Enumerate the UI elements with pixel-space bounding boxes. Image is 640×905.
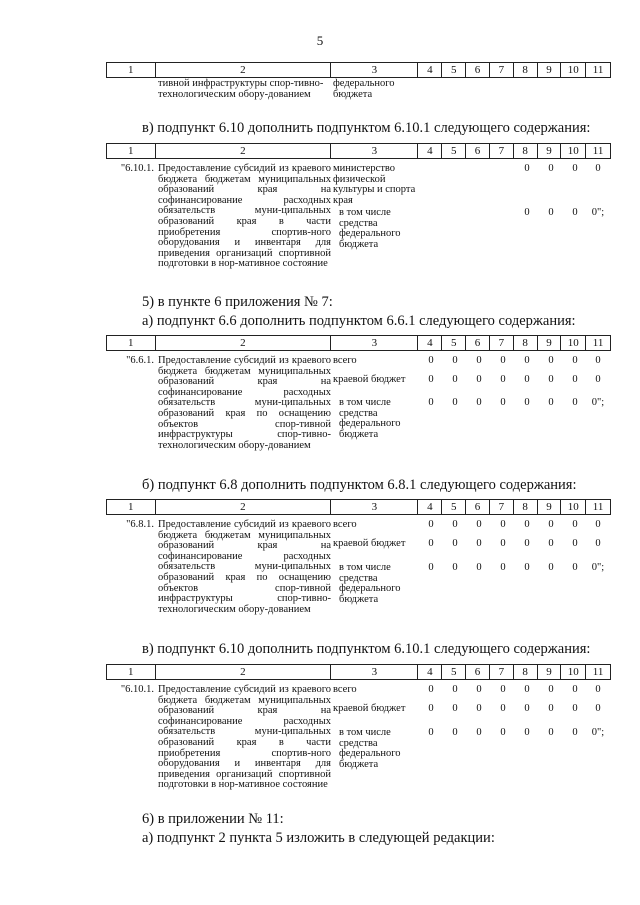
row-name: Предоставление субсидий из краевого бюджета бюджетам муниципальных образований края на софинансирование расходных обязательств муни-ципальных образований края в части приобретения спортив-ного оборудования и инвентаря для приведения организаций спортивной подготовки в нор-мативное состояние [158,163,331,270]
header-col-5: 5 [441,63,465,77]
header-col-4: 4 [417,665,441,679]
value-cell [491,164,515,175]
header-col-10: 10 [560,144,585,158]
value-cell: 0"; [591,397,605,408]
year-values [419,685,609,696]
header-col-3: 3 [330,500,417,514]
value-cell: 0 [595,163,601,174]
value-cell [443,208,467,219]
page-number: 5 [316,33,324,48]
year-values [419,520,609,531]
row-number: "6.6.1. [126,355,154,366]
funding-row [106,207,609,250]
value-cell: 0 [548,727,554,738]
value-cell: 0 [548,374,554,385]
value-cell: 0 [500,562,506,573]
header-col-3: 3 [330,336,417,350]
funding-source: в том числе средства федерального бюджета [339,207,401,250]
funding-source: краевой бюджет [333,703,406,714]
header-col-11: 11 [585,336,610,350]
value-cell: 0 [524,397,530,408]
value-cell: 0 [476,355,482,366]
header-col-6: 6 [465,63,489,77]
header-col-3: 3 [330,144,417,158]
year-values [419,563,609,574]
table-header [106,143,611,159]
row-number: "6.10.1. [120,684,154,695]
value-cell: 0 [524,538,530,549]
header-col-9: 9 [537,665,561,679]
header-col-10: 10 [560,665,585,679]
value-cell: 0 [572,538,578,549]
value-cell: 0 [572,374,578,385]
header-col-2: 2 [155,144,331,158]
value-cell: 0 [572,519,578,530]
header-col-4: 4 [417,144,441,158]
header-col-6: 6 [465,665,489,679]
funding-source: краевой бюджет [333,538,406,549]
value-cell: 0 [428,727,434,738]
header-col-4: 4 [417,63,441,77]
value-cell: 0 [428,562,434,573]
value-cell: 0 [476,397,482,408]
value-cell: 0 [428,538,434,549]
funding-row [106,562,609,605]
value-cell: 0"; [591,207,605,218]
value-cell: 0 [500,519,506,530]
value-cell: 0 [452,355,458,366]
value-cell: 0 [548,703,554,714]
funding-source: всего [333,519,357,530]
value-cell [467,164,491,175]
funding-source: в том числе средства федерального бюджета [339,727,401,770]
header-col-6: 6 [465,336,489,350]
funding-source: краевой бюджет [333,374,406,385]
value-cell: 0 [428,355,434,366]
header-col-1: 1 [128,145,134,157]
funding-source: министерство физической культуры и спорта края [333,163,416,206]
funding-row [106,397,609,440]
value-cell: 0 [500,374,506,385]
value-cell: 0 [548,519,554,530]
header-col-2: 2 [155,665,331,679]
table-header [106,335,611,351]
amendment-paragraph: б) подпункт 6.8 дополнить подпунктом 6.8.1 следующего содержания: [142,477,577,493]
header-col-8: 8 [513,500,537,514]
value-cell: 0 [524,684,530,695]
row-number: "6.8.1. [126,519,154,530]
value-cell: 0 [524,374,530,385]
value-cell: 0 [524,519,530,530]
year-values [419,539,609,550]
value-cell: 0 [524,562,530,573]
value-cell: 0 [572,703,578,714]
header-col-10: 10 [560,500,585,514]
value-cell: 0 [476,727,482,738]
value-cell: 0 [524,355,530,366]
value-cell: 0 [595,374,601,385]
value-cell: 0 [572,562,578,573]
value-cell: 0 [500,684,506,695]
value-cell: 0 [572,355,578,366]
value-cell [443,164,467,175]
header-col-8: 8 [513,665,537,679]
value-cell: 0 [452,397,458,408]
year-values [419,164,609,175]
header-col-10: 10 [560,336,585,350]
table-header [106,62,611,78]
header-col-3: 3 [330,63,417,77]
value-cell: 0 [548,163,554,174]
header-col-7: 7 [489,336,513,350]
value-cell: 0 [476,538,482,549]
value-cell: 0 [452,684,458,695]
header-col-8: 8 [513,144,537,158]
value-cell: 0 [572,684,578,695]
value-cell: 0 [595,538,601,549]
value-cell: 0 [500,538,506,549]
value-cell [467,208,491,219]
amendment-paragraph: в) подпункт 6.10 дополнить подпунктом 6.10.1 следующего содержания: [142,120,591,136]
value-cell: 0 [452,562,458,573]
table-header [106,499,611,515]
header-col-9: 9 [537,144,561,158]
header-col-11: 11 [585,665,610,679]
value-cell: 0 [476,684,482,695]
amendment-paragraph: 6) в приложении № 11: [142,811,284,827]
funding-source: в том числе средства федерального бюджета [339,562,401,605]
header-col-5: 5 [441,144,465,158]
value-cell: 0 [500,703,506,714]
value-cell: 0 [524,703,530,714]
value-cell: 0 [595,355,601,366]
continuation-name: тивной инфраструктуры спор-тивно-технологическим обору-дованием [158,78,324,100]
header-col-8: 8 [513,63,537,77]
value-cell: 0 [500,355,506,366]
header-col-5: 5 [441,336,465,350]
value-cell: 0 [452,519,458,530]
year-values [419,356,609,367]
header-col-7: 7 [489,665,513,679]
value-cell: 0 [428,519,434,530]
value-cell [491,208,515,219]
value-cell: 0 [595,684,601,695]
funding-row [106,727,609,770]
header-col-1: 1 [128,64,134,76]
header-col-11: 11 [585,63,610,77]
header-col-8: 8 [513,336,537,350]
header-col-7: 7 [489,63,513,77]
value-cell: 0 [548,562,554,573]
row-name: Предоставление субсидий из краевого бюджета бюджетам муниципальных образований края на софинансирование расходных обязательств муни-ципальных образований края по оснащению объектов спор-тивной инфраструктуры спор-тивно-технологическим обору-дованием [158,519,331,615]
value-cell: 0 [476,374,482,385]
value-cell: 0 [572,397,578,408]
value-cell: 0 [548,684,554,695]
header-col-9: 9 [537,63,561,77]
header-col-11: 11 [585,144,610,158]
amendment-paragraph: а) подпункт 6.6 дополнить подпунктом 6.6.1 следующего содержания: [142,313,576,329]
row-name: Предоставление субсидий из краевого бюджета бюджетам муниципальных образований края на софинансирование расходных обязательств муни-ципальных образований края в части приобретения спортив-ного оборудования и инвентаря для приведения организаций спортивной подготовки в нор-мативное состояние [158,684,331,791]
value-cell: 0 [500,397,506,408]
row-number: "6.10.1. [120,163,154,174]
header-col-2: 2 [155,500,331,514]
header-col-1: 1 [128,666,134,678]
header-col-7: 7 [489,144,513,158]
funding-source: в том числе средства федерального бюджета [339,397,401,440]
value-cell: 0 [572,207,578,218]
header-col-2: 2 [155,63,331,77]
value-cell: 0 [572,727,578,738]
header-col-1: 1 [128,501,134,513]
year-values [419,398,609,409]
value-cell: 0 [548,355,554,366]
value-cell: 0 [476,562,482,573]
amendment-paragraph: 5) в пункте 6 приложения № 7: [142,294,333,310]
funding-source: всего [333,355,357,366]
amendment-paragraph: в) подпункт 6.10 дополнить подпунктом 6.10.1 следующего содержания: [142,641,591,657]
header-col-5: 5 [441,500,465,514]
header-col-5: 5 [441,665,465,679]
value-cell: 0 [428,397,434,408]
value-cell: 0 [524,727,530,738]
value-cell: 0 [572,163,578,174]
value-cell: 0 [595,703,601,714]
header-col-4: 4 [417,500,441,514]
value-cell: 0 [524,207,530,218]
value-cell: 0 [428,684,434,695]
header-col-10: 10 [560,63,585,77]
value-cell: 0 [595,519,601,530]
header-col-6: 6 [465,500,489,514]
value-cell: 0 [428,374,434,385]
table-header [106,664,611,680]
funding-source: всего [333,684,357,695]
header-col-4: 4 [417,336,441,350]
value-cell: 0 [452,374,458,385]
value-cell [419,208,443,219]
year-values [419,704,609,715]
funding-row [106,163,609,206]
row-name: Предоставление субсидий из краевого бюджета бюджетам муниципальных образований края на софинансирование расходных обязательств муни-ципальных образований края по оснащению объектов спор-тивной инфраструктуры спор-тивно-технологическим обору-дованием [158,355,331,451]
year-values [419,375,609,386]
value-cell: 0 [548,207,554,218]
value-cell: 0 [452,727,458,738]
header-col-1: 1 [128,337,134,349]
value-cell: 0 [452,703,458,714]
header-col-3: 3 [330,665,417,679]
header-col-9: 9 [537,336,561,350]
continuation-source: федерального бюджета [333,78,395,100]
value-cell: 0 [548,397,554,408]
header-col-11: 11 [585,500,610,514]
header-col-7: 7 [489,500,513,514]
value-cell: 0 [548,538,554,549]
value-cell: 0 [500,727,506,738]
value-cell: 0 [452,538,458,549]
value-cell [419,164,443,175]
header-col-9: 9 [537,500,561,514]
value-cell: 0 [428,703,434,714]
header-col-2: 2 [155,336,331,350]
header-col-6: 6 [465,144,489,158]
value-cell: 0"; [591,727,605,738]
value-cell: 0 [524,163,530,174]
year-values [419,208,609,219]
value-cell: 0 [476,519,482,530]
value-cell: 0"; [591,562,605,573]
year-values [419,728,609,739]
amendment-paragraph: а) подпункт 2 пункта 5 изложить в следующей редакции: [142,830,495,846]
value-cell: 0 [476,703,482,714]
